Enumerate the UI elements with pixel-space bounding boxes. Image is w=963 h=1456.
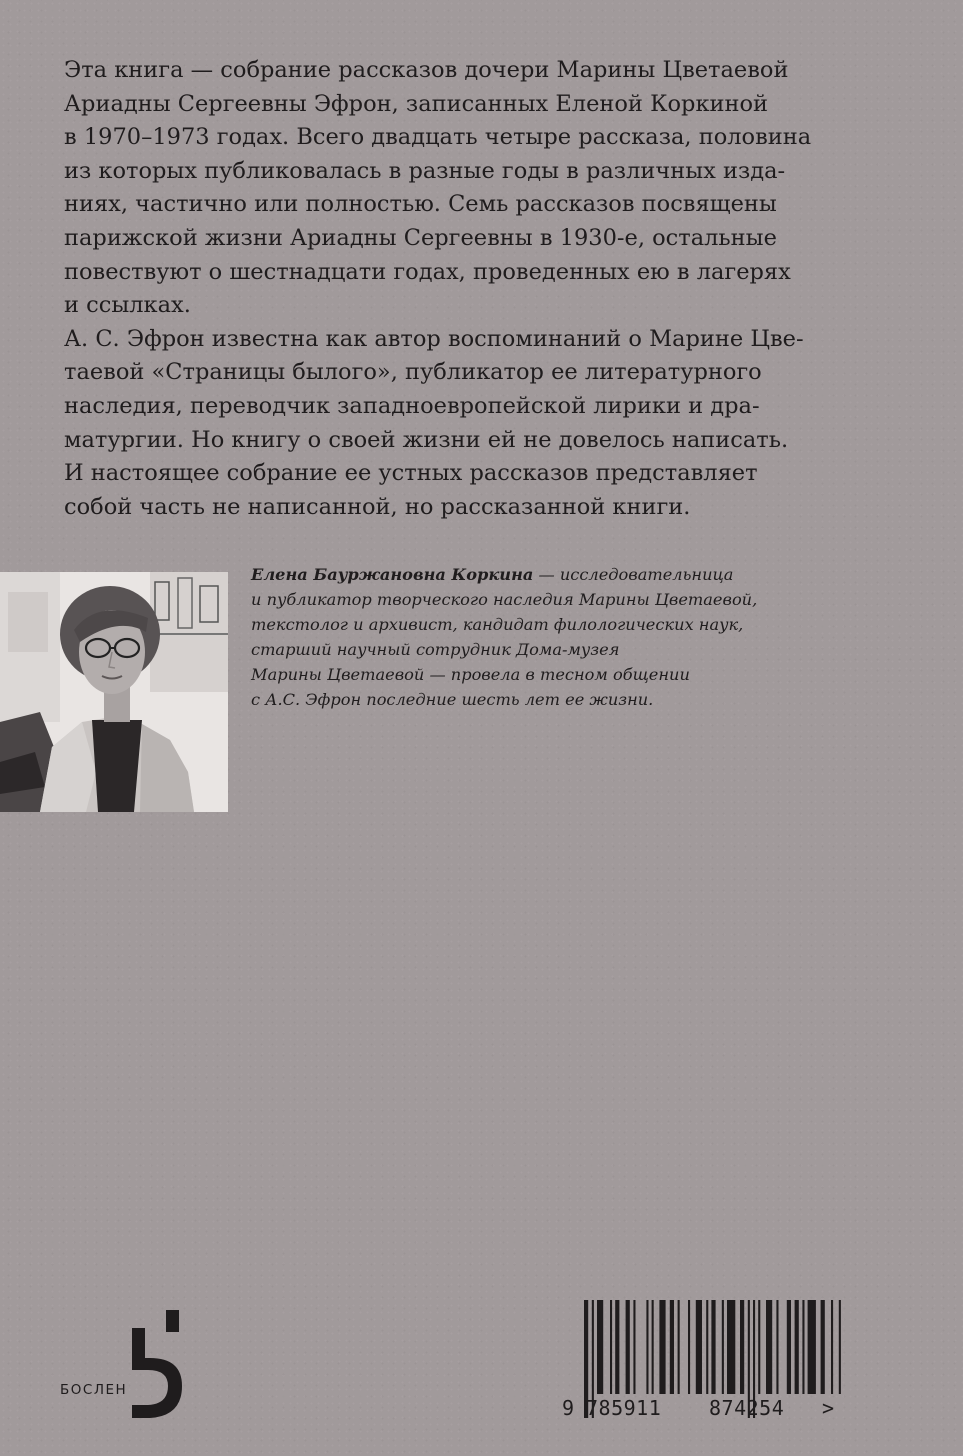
barcode-bar	[766, 1300, 772, 1394]
publisher-logo	[60, 1308, 200, 1418]
author-name: Елена Бауржановна Коркина	[251, 565, 534, 584]
publisher-logo-icon	[130, 1308, 190, 1418]
isbn-quiet-zone-mark: >	[822, 1396, 835, 1420]
annotation-text	[64, 54, 842, 524]
barcode-bar	[597, 1300, 603, 1394]
text-line: наследия, переводчик западноевропейской лирики и дра-	[64, 392, 760, 419]
barcode-bar	[670, 1300, 674, 1394]
isbn-prefix-digit: 9	[562, 1396, 575, 1420]
caption-line: текстолог и архивист, кандидат филологических наук,	[251, 615, 744, 635]
text-line: в 1970–1973 годах. Всего двадцать четыре рассказа, половина	[64, 124, 812, 151]
isbn-left-group: 785911	[586, 1396, 662, 1420]
text-line: ниях, частично или полностью. Семь рассказов посвящены	[64, 191, 777, 218]
barcode-bar	[831, 1300, 833, 1394]
barcode-bar	[688, 1300, 690, 1394]
barcode-bar	[722, 1300, 724, 1394]
text-line: собой часть не написанной, но рассказанной книги.	[64, 493, 691, 520]
text-line: А. С. Эфрон известна как автор воспоминаний о Марине Цве-	[64, 325, 804, 352]
caption-line: старший научный сотрудник Дома-музея	[251, 640, 620, 660]
text-line: И настоящее собрание ее устных рассказов представляет	[64, 460, 758, 487]
barcode-bar	[787, 1300, 791, 1394]
text-line: Эта книга — собрание рассказов дочери Марины Цветаевой	[64, 57, 789, 83]
annotation-paragraph-2	[64, 323, 842, 525]
barcode-bar	[678, 1300, 680, 1394]
barcode-bar	[839, 1300, 841, 1394]
author-caption	[251, 562, 811, 713]
caption-line	[251, 562, 811, 587]
barcode-bar	[615, 1300, 619, 1394]
barcode-bar	[646, 1300, 648, 1394]
barcode-bar	[795, 1300, 799, 1394]
text-line: таевой «Страницы былого», публикатор ее литературного	[64, 359, 762, 386]
caption-line: с А.С. Эфрон последние шесть лет ее жизни.	[251, 690, 654, 710]
barcode-bar	[626, 1300, 630, 1394]
author-photo	[0, 572, 228, 812]
barcode-bar	[740, 1300, 744, 1394]
text-line: и ссылках.	[64, 292, 191, 319]
barcode-bar	[776, 1300, 778, 1394]
barcode-bar	[727, 1300, 735, 1394]
barcode-bar	[652, 1300, 654, 1394]
text-line: матургии. Но книгу о своей жизни ей не довелось написать.	[64, 426, 789, 453]
barcode-bar	[659, 1300, 665, 1394]
text-line: парижской жизни Ариадны Сергеевны в 1930-е, остальные	[64, 224, 777, 251]
text-line: Ариадны Сергеевны Эфрон, записанных Еленой Коркиной	[64, 90, 769, 117]
text-line: из которых публиковалась в разные годы в различных изда-	[64, 157, 786, 184]
publisher-name: БОСЛЕН	[60, 1382, 128, 1398]
isbn-right-group: 874254	[709, 1396, 785, 1420]
barcode-bar	[633, 1300, 635, 1394]
isbn-number	[562, 1396, 842, 1426]
caption-line: Марины Цветаевой — провела в тесном общении	[251, 665, 690, 685]
barcode-bar	[758, 1300, 760, 1394]
barcode-bar	[696, 1300, 702, 1394]
annotation-paragraph-1	[64, 54, 842, 323]
caption-line: и публикатор творческого наследия Марины Цветаевой,	[251, 590, 758, 610]
barcode-bar	[706, 1300, 708, 1394]
author-description: — исследовательница	[533, 565, 734, 584]
barcode-bar	[610, 1300, 612, 1394]
barcode-bar	[802, 1300, 804, 1394]
barcode-bar	[711, 1300, 715, 1394]
barcode-bar	[808, 1300, 816, 1394]
barcode-bar	[821, 1300, 825, 1394]
text-line: повествуют о шестнадцати годах, проведенных ею в лагерях	[64, 258, 791, 285]
